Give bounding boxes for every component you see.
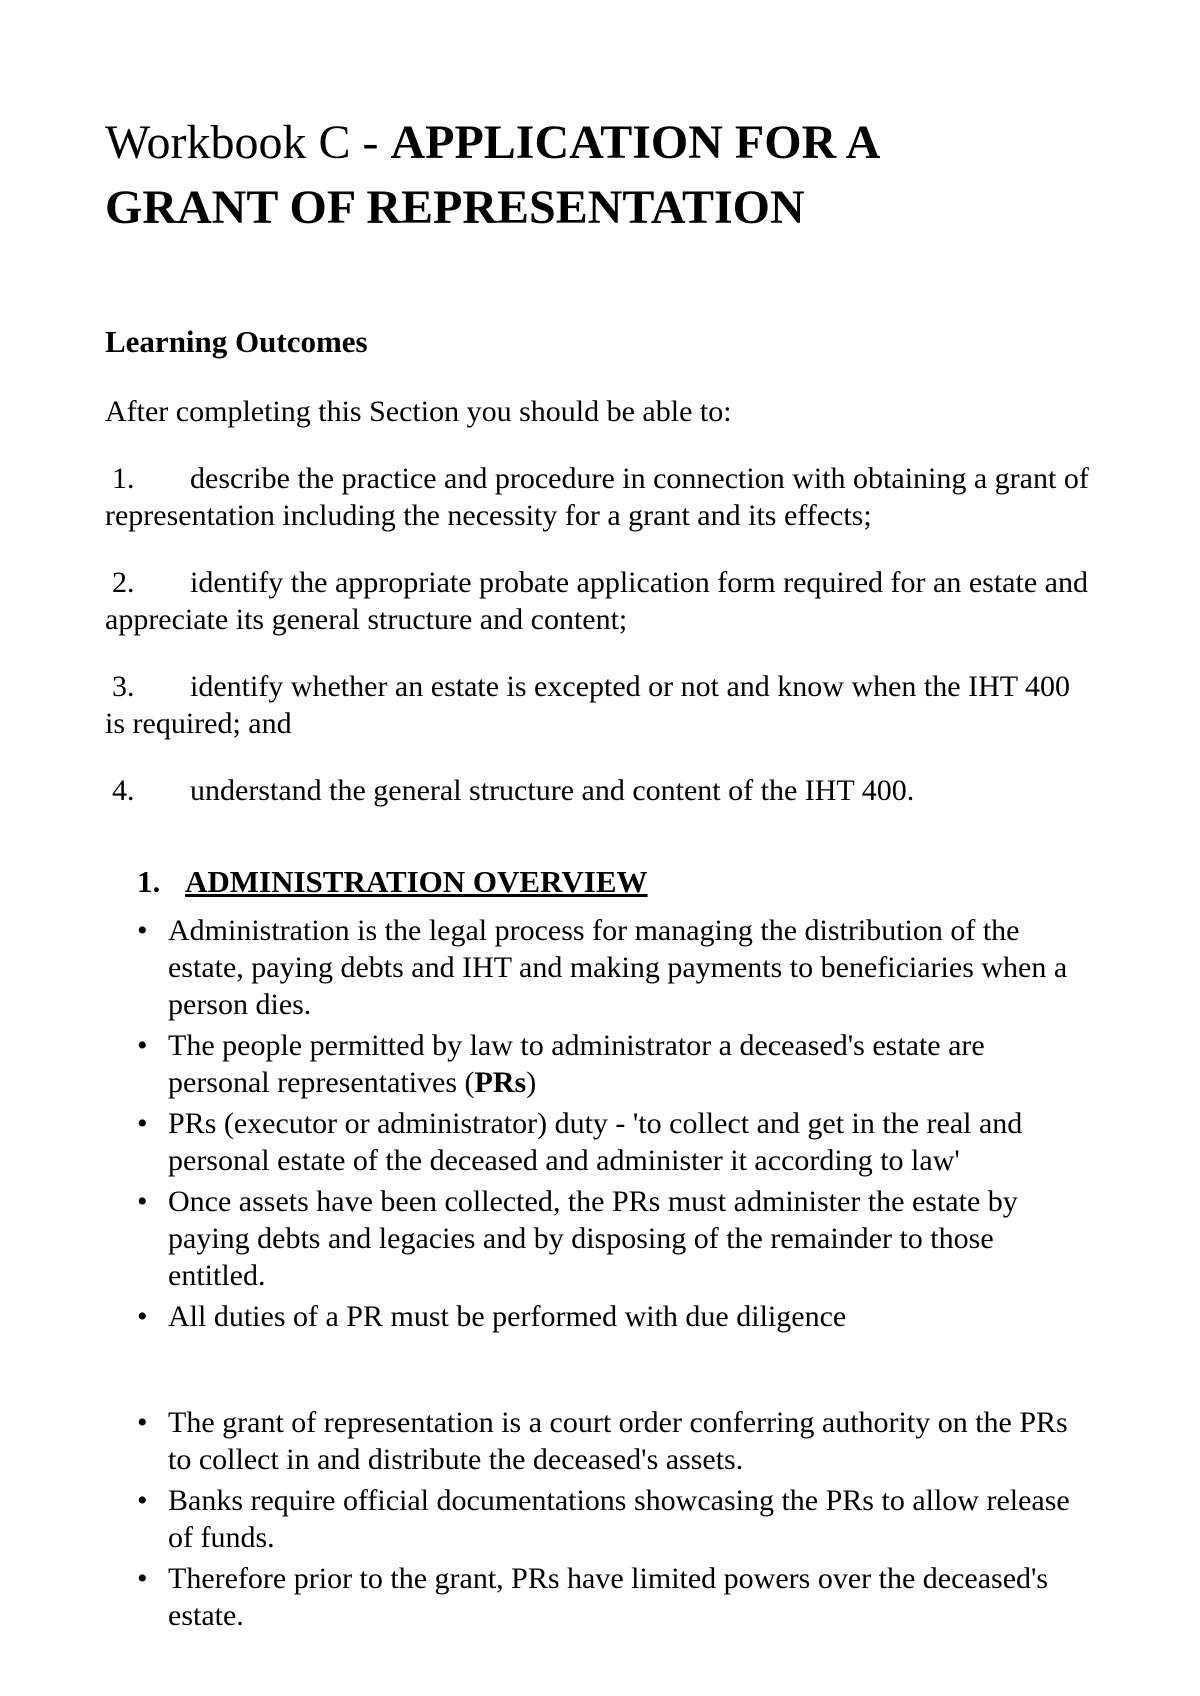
document-content — [105, 0, 1200, 1634]
bullet-text: Administration is the legal process for managing the distribution of the estate, paying debts and IHT and making payments to beneficiaries when a person dies. — [168, 914, 1068, 1021]
outcome-text: identify whether an estate is excepted or not and know when the IHT 400 is required; and — [105, 670, 1071, 740]
outcome-text: describe the practice and procedure in connection with obtaining a grant of representation including the necessity for a grant and its effects; — [105, 462, 1089, 532]
section-1-bullet-list — [105, 912, 1092, 1634]
outcome-number: 4. — [112, 774, 135, 807]
outcome-item-3 — [105, 668, 1093, 742]
outcome-item-2 — [105, 564, 1093, 638]
page-title — [105, 110, 1055, 240]
bullet-icon: • — [137, 914, 148, 947]
bullet-text: The grant of representation is a court order conferring authority on the PRs to collect in and distribute the deceased's assets. — [168, 1406, 1068, 1476]
bullet-text: Therefore prior to the grant, PRs have limited powers over the deceased's estate. — [168, 1562, 1049, 1632]
outcome-text: understand the general structure and content of the IHT 400. — [190, 774, 915, 807]
outcome-item-4 — [105, 772, 1093, 809]
bullet-item-3 — [105, 1105, 1092, 1179]
bullet-item-8 — [105, 1560, 1092, 1634]
bullet-text: ) — [526, 1066, 537, 1099]
bullet-icon: • — [137, 1107, 148, 1140]
bullet-item-1 — [105, 912, 1092, 1023]
bullet-text-bold: PRs — [474, 1066, 527, 1099]
bullet-text: Banks require official documentations showcasing the PRs to allow release of funds. — [168, 1484, 1070, 1554]
learning-outcomes-heading: Learning Outcomes — [105, 324, 368, 359]
bullet-text: All duties of a PR must be performed with due diligence — [168, 1300, 847, 1333]
bullet-icon: • — [137, 1562, 148, 1595]
bullet-item-6 — [105, 1404, 1092, 1478]
bullet-item-7 — [105, 1482, 1092, 1556]
bullet-item-5 — [105, 1298, 1092, 1335]
bullet-text: The people permitted by law to administrator a deceased's estate are personal representatives ( — [168, 1029, 985, 1099]
outcome-number: 1. — [112, 462, 135, 495]
outcome-item-1 — [105, 460, 1093, 534]
page-title-bold-part: APPLICATION FOR A GRANT OF REPRESENTATION — [105, 116, 878, 234]
learning-outcomes-list — [105, 460, 1093, 809]
bullet-item-2 — [105, 1027, 1092, 1101]
bullet-icon: • — [137, 1300, 148, 1333]
bullet-icon: • — [137, 1484, 148, 1517]
bullet-text: Once assets have been collected, the PRs must administer the estate by paying debts and legacies and by disposing of the remainder to those entitled. — [168, 1185, 1018, 1292]
bullet-item-4 — [105, 1183, 1092, 1294]
page-title-regular-part: Workbook C - — [105, 116, 391, 169]
section-number: 1. — [137, 864, 161, 899]
outcome-number: 2. — [112, 566, 135, 599]
bullet-icon: • — [137, 1185, 148, 1218]
section-1-heading — [105, 862, 1200, 902]
learning-outcomes-intro: After completing this Section you should be able to: — [105, 395, 732, 428]
section-heading-text: ADMINISTRATION OVERVIEW — [185, 864, 648, 899]
bullet-icon: • — [137, 1406, 148, 1439]
outcome-text: identify the appropriate probate application form required for an estate and appreciate its general structure and content; — [105, 566, 1088, 636]
bullet-icon: • — [137, 1029, 148, 1062]
bullet-text: PRs (executor or administrator) duty - 'to collect and get in the real and personal estate of the deceased and administer it according to law' — [168, 1107, 1023, 1177]
outcome-number: 3. — [112, 670, 135, 703]
